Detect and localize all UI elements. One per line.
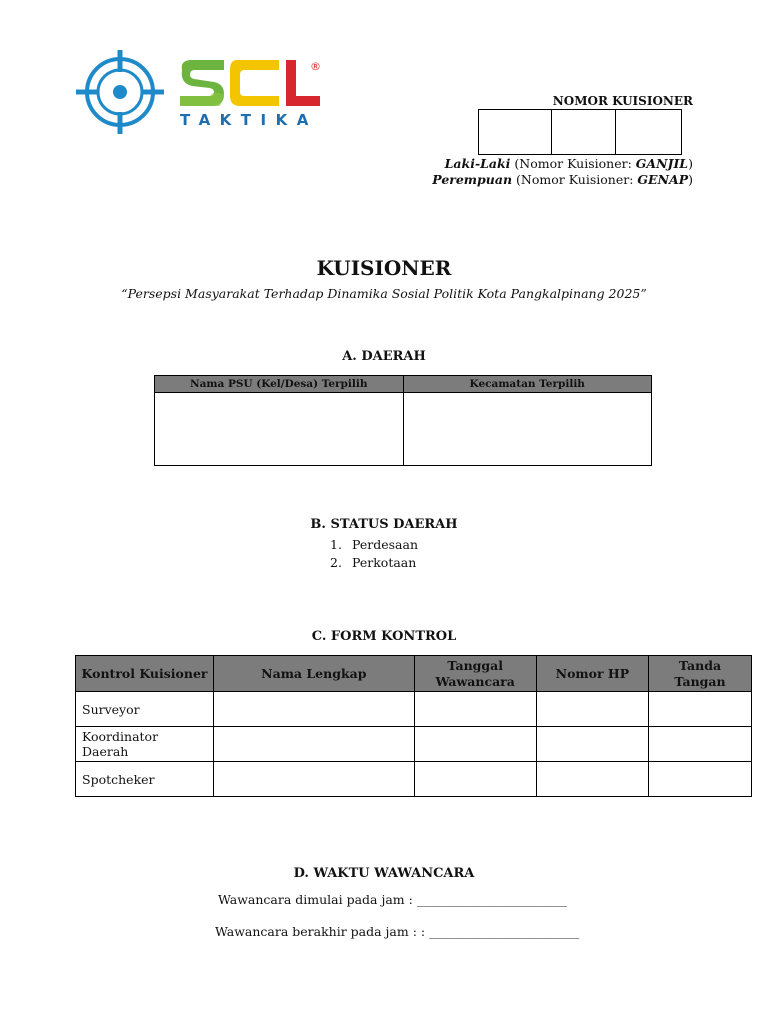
option-number: 2.	[330, 555, 342, 570]
tanggal-cell[interactable]	[414, 692, 536, 727]
male-label: Laki-Laki	[444, 156, 511, 171]
close-paren: )	[688, 156, 693, 171]
end-time-field[interactable]: Wawancara berakhir pada jam : : ________________________	[215, 924, 580, 939]
status-option[interactable]	[330, 554, 418, 572]
nama-cell[interactable]	[214, 692, 414, 727]
male-text: (Nomor Kuisioner:	[514, 156, 636, 171]
section-c-title: C. FORM KONTROL	[311, 629, 457, 644]
table-row	[76, 727, 752, 762]
tanggal-cell[interactable]	[414, 762, 536, 797]
nomor-kuisioner-label: NOMOR KUISIONER	[552, 94, 693, 108]
page-subtitle: “Persepsi Masyarakat Terhadap Dinamika Sosial Politik Kota Pangkalpinang 2025”	[121, 286, 647, 301]
ttd-cell[interactable]	[648, 727, 751, 762]
section-d-title: D. WAKTU WAWANCARA	[293, 866, 475, 881]
kontrol-header: Kontrol Kuisioner	[76, 656, 214, 692]
close-paren: )	[688, 172, 693, 187]
row-label: Spotcheker	[76, 762, 214, 797]
nomor-box[interactable]	[616, 110, 681, 154]
nomor-box[interactable]	[552, 110, 616, 154]
scl-wordmark	[180, 60, 320, 106]
female-text: (Nomor Kuisioner:	[516, 172, 638, 187]
status-option[interactable]	[330, 536, 418, 554]
psu-cell[interactable]	[155, 393, 404, 466]
hp-cell[interactable]	[536, 692, 648, 727]
nomor-box[interactable]	[479, 110, 552, 154]
nama-cell[interactable]	[214, 762, 414, 797]
form-kontrol-table	[75, 655, 752, 797]
table-row	[76, 762, 752, 797]
gender-note	[432, 156, 693, 188]
table-row	[76, 692, 752, 727]
section-b-title: B. STATUS DAERAH	[310, 517, 458, 532]
daerah-table	[154, 375, 652, 466]
ttd-cell[interactable]	[648, 692, 751, 727]
kecamatan-header: Kecamatan Terpilih	[403, 376, 652, 393]
section-a-title: A. DAERAH	[342, 349, 426, 364]
tanda-tangan-header: Tanda Tangan	[648, 656, 751, 692]
nomor-kuisioner-boxes	[478, 109, 682, 155]
option-number: 1.	[330, 537, 342, 552]
option-label: Perkotaan	[352, 555, 417, 570]
male-value: GANJIL	[635, 156, 689, 171]
crosshair-icon	[76, 50, 164, 134]
row-label: Surveyor	[76, 692, 214, 727]
nama-cell[interactable]	[214, 727, 414, 762]
nama-header: Nama Lengkap	[214, 656, 414, 692]
hp-cell[interactable]	[536, 727, 648, 762]
kecamatan-cell[interactable]	[403, 393, 652, 466]
logo-tagline: TAKTIKA	[180, 111, 318, 129]
page-title: KUISIONER	[316, 256, 452, 280]
option-label: Perdesaan	[352, 537, 418, 552]
start-time-field[interactable]: Wawancara dimulai pada jam : ________________________	[218, 892, 567, 907]
female-label: Perempuan	[432, 172, 513, 187]
tanggal-header: Tanggal Wawancara	[414, 656, 536, 692]
status-list	[330, 536, 418, 572]
row-label: Koordinator Daerah	[76, 727, 214, 762]
registered-mark: ®	[310, 60, 321, 73]
scl-taktika-logo	[74, 48, 334, 138]
female-value: GENAP	[637, 172, 689, 187]
tanggal-cell[interactable]	[414, 727, 536, 762]
ttd-cell[interactable]	[648, 762, 751, 797]
hp-cell[interactable]	[536, 762, 648, 797]
psu-header: Nama PSU (Kel/Desa) Terpilih	[155, 376, 404, 393]
nomor-hp-header: Nomor HP	[536, 656, 648, 692]
